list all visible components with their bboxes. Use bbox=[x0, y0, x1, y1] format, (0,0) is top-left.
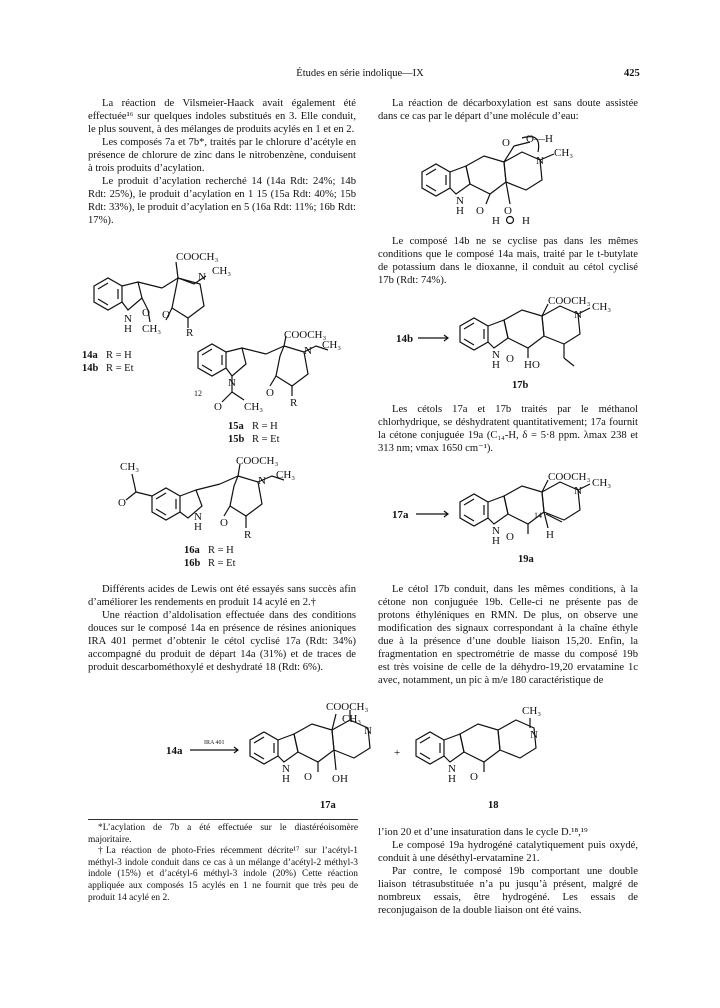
label-ch3: CH₃ bbox=[212, 265, 232, 277]
label-h: H bbox=[456, 205, 464, 217]
label-ch3: CH₃ bbox=[120, 461, 140, 473]
paragraph-lewis-acids: Différents acides de Lewis ont été essayés sans succès afin d’améliorer les rendements en produit 14 acylé en 2.† bbox=[88, 584, 356, 608]
compound-16a: 16a bbox=[184, 545, 200, 556]
paragraph-dehydration: Les cétols 17a et 17b traités par le méthanol chlorhydrique, se déshydratent quantitativement; 17a fournit la cétone conjuguée 19a (C₁₄-H, δ = 5·8 ppm. λmax 238 et 313 nm; νmax 1650 cm⁻¹). bbox=[378, 404, 638, 454]
left-column-intro bbox=[88, 97, 356, 227]
label-n: N bbox=[492, 349, 500, 361]
compound-15a: 15a bbox=[228, 421, 244, 432]
paragraph-hydrogenation: Le composé 19a hydrogéné catalytiquement puis oxydé, conduit à une déséthyl-ervatamine 21. bbox=[378, 840, 638, 864]
label-ch3: CH₃ bbox=[244, 401, 264, 413]
label-14b: 14b bbox=[396, 333, 414, 345]
compound-14a: 14a bbox=[82, 350, 98, 361]
footnote-asterisk: *L’acylation de 7b a été effectuée sur le diastéréoisomère majoritaire. bbox=[88, 823, 358, 845]
label-o: O bbox=[220, 517, 228, 529]
label-o: O bbox=[504, 205, 512, 217]
label-17a: 17a bbox=[392, 509, 409, 521]
paragraph-vilsmeier: La réaction de Vilsmeier-Haack avait également été effectuée¹⁶ sur quelques indoles substitués en 3. Elle conduit, le plus souvent, à des mélanges de produits acylés en 1 et en 2. bbox=[88, 98, 356, 135]
label-n: N bbox=[574, 309, 582, 321]
formula-r-et: R = Et bbox=[208, 558, 236, 569]
label-n: N bbox=[194, 511, 202, 523]
paragraph-acylation-yields: Le produit d’acylation recherché 14 (14a Rdt: 24%; 14b Rdt: 25%), le produit d’acylation en 1 15 (15a Rdt: 40%; 15b Rdt: 33%), le produit d’acylation en 5 (16a Rdt: 11%; 16b Rdt: 17%). bbox=[88, 176, 356, 226]
structure-15 bbox=[192, 328, 367, 448]
label-cooch3: COOCH₃ bbox=[548, 295, 591, 307]
label-n: N bbox=[282, 763, 290, 775]
structure-decarboxylation bbox=[418, 132, 618, 232]
label-cooch3: COOCH₃ bbox=[548, 471, 591, 483]
label-n: N bbox=[198, 271, 206, 283]
formula-r-h: R = H bbox=[106, 350, 132, 361]
label-cooch3: COOCH₃ bbox=[176, 251, 219, 263]
right-column-p2 bbox=[378, 235, 638, 287]
label-position-12: 12 bbox=[194, 389, 202, 398]
label-ch3: CH₃ bbox=[592, 477, 612, 489]
label-h: H bbox=[492, 215, 500, 227]
structure-16 bbox=[92, 450, 332, 568]
formula-r-et: R = Et bbox=[252, 434, 280, 445]
running-title: Études en série indolique—IX bbox=[296, 68, 424, 79]
paragraph-compounds-7: Les composés 7a et 7b*, traités par le chlorure d’acétyle en présence de chlorure de zinc dans le nitrobenzène, conduisent à trois produits d’acylation. bbox=[88, 137, 356, 174]
label-ch3: CH₃ bbox=[276, 469, 296, 481]
label-position-14: 14 bbox=[534, 511, 542, 520]
plus-sign: + bbox=[394, 747, 401, 759]
label-ho: HO bbox=[524, 359, 540, 371]
label-o: O bbox=[142, 307, 150, 319]
label-n: N bbox=[530, 729, 538, 741]
label-o: O bbox=[476, 205, 484, 217]
label-ch3: CH₃ bbox=[592, 301, 612, 313]
label-14a: 14a bbox=[166, 745, 183, 757]
label-h: H bbox=[546, 529, 554, 541]
label-o: O bbox=[470, 771, 478, 783]
right-column-p1 bbox=[378, 97, 638, 123]
formula-r-h: R = H bbox=[208, 545, 234, 556]
compound-19a: 19a bbox=[518, 554, 534, 565]
page-number: 425 bbox=[624, 68, 640, 79]
label-o: O bbox=[266, 387, 274, 399]
label-h: H bbox=[194, 521, 202, 533]
reagent-ira-401: IRA 401 bbox=[204, 740, 225, 746]
label-h-oplus: H bbox=[522, 215, 530, 227]
compound-17b: 17b bbox=[512, 380, 529, 391]
label-n: N bbox=[448, 763, 456, 775]
label-r: R bbox=[186, 327, 194, 339]
footnotes bbox=[88, 823, 358, 904]
right-column-p4 bbox=[378, 583, 638, 687]
label-n: N bbox=[228, 377, 236, 389]
label-r: R bbox=[290, 397, 298, 409]
label-o: O bbox=[162, 309, 170, 321]
label-n: N bbox=[492, 525, 500, 537]
compound-17a: 17a bbox=[320, 800, 336, 811]
label-ch3: CH₃ bbox=[142, 323, 162, 335]
label-n: N bbox=[456, 195, 464, 207]
paragraph-14b-cyclisation: Le composé 14b ne se cyclise pas dans les mêmes conditions que le composé 14a mais, traité par le t-butylate de potassium dans le dioxanne, il conduit au cétol cyclisé 17b (Rdt: 74%). bbox=[378, 236, 638, 286]
paragraph-19b: Par contre, le composé 19b comportant une double liaison tétrasubstituée n’a pu jusqu’à présent, malgré de nombreux essais, être hydrogéné. Les essais de reconjugaison de la double liaison ont été vains. bbox=[378, 866, 638, 916]
label-o: O bbox=[118, 497, 126, 509]
label-n: N bbox=[258, 475, 266, 487]
label-n: N bbox=[536, 155, 544, 167]
label-ch3: CH₃ bbox=[554, 147, 574, 159]
left-column-aldolisation bbox=[88, 583, 356, 674]
footnote-rule bbox=[88, 819, 358, 820]
paragraph-cetol-17b: Le cétol 17b conduit, dans les mêmes conditions, à la cétone non conjuguée 19b. Celle-ci ne présente pas de protons éthyléniques en RMN. De plus, on observe une modification des signaux correspondant à la chaîne éthyle due à la présence d’une double liaison 15,20. Enfin, la fragmentation en spectrométrie de masse du composé 19b est très voisine de celle de la déhydro-19,20 ervatamine 1c avec, notamment, un pic à m/e 180 caractéristique de bbox=[378, 584, 638, 686]
footnote-dagger: †La réaction de photo-Fries récemment décrite¹⁷ sur l’acétyl-1 méthyl-3 indole conduit dans ce cas à un mélange d’acétyl-2 méthyl-3 indole (15%) et d’acétyl-6 méthyl-3 indole (20%) Cette réaction appliquée aux composés 15 acylés en 1 ne fournit que très peu de produit 14 acylé en 2. bbox=[88, 846, 358, 903]
structure-17a-18-scheme bbox=[160, 700, 630, 815]
label-oh: OH bbox=[332, 773, 348, 785]
right-column-p3 bbox=[378, 403, 638, 455]
paragraph-decarboxylation: La réaction de décarboxylation est sans doute assistée dans ce cas par le départ d’une molécule d’eau: bbox=[378, 98, 638, 122]
structure-17b-reaction bbox=[378, 296, 638, 396]
label-ch3: CH₃ bbox=[322, 339, 342, 351]
label-o: O bbox=[506, 531, 514, 543]
label-n: N bbox=[124, 313, 132, 325]
label-o: O bbox=[214, 401, 222, 413]
compound-18: 18 bbox=[488, 800, 499, 811]
label-r: R bbox=[244, 529, 252, 541]
formula-r-h: R = H bbox=[252, 421, 278, 432]
structure-19a-reaction bbox=[378, 470, 638, 570]
label-ch3: CH₃ bbox=[522, 705, 542, 717]
label-o: O bbox=[506, 353, 514, 365]
label-o-h: O—H bbox=[526, 133, 553, 145]
compound-14b: 14b bbox=[82, 363, 99, 374]
label-n: N bbox=[304, 345, 312, 357]
label-h: H bbox=[492, 535, 500, 547]
label-h: H bbox=[282, 773, 290, 785]
paragraph-ion-20: l’ion 20 et d’une insaturation dans le cycle D.¹⁸,¹⁹ bbox=[378, 827, 588, 838]
label-ch3: CH₃ bbox=[342, 713, 362, 725]
compound-16b: 16b bbox=[184, 558, 201, 569]
label-cooch3: COOCH₃ bbox=[284, 329, 327, 341]
compound-15b: 15b bbox=[228, 434, 245, 445]
formula-r-et: R = Et bbox=[106, 363, 134, 374]
label-n: N bbox=[574, 485, 582, 497]
label-h: H bbox=[124, 323, 132, 335]
right-column-continuation bbox=[378, 826, 638, 917]
label-o: O bbox=[502, 137, 510, 149]
label-h: H bbox=[492, 359, 500, 371]
label-n: N bbox=[364, 725, 372, 737]
label-cooch3: COOCH₃ bbox=[236, 455, 279, 467]
label-cooch3: COOCH₃ bbox=[326, 701, 369, 713]
label-o: O bbox=[304, 771, 312, 783]
label-h: H bbox=[448, 773, 456, 785]
paragraph-aldolisation: Une réaction d’aldolisation effectuée dans des conditions douces sur le composé 14a en présence de résines anioniques IRA 401 permet d’obtenir le cétol cyclisé 17a (Rdt: 34%) accompagné du produit de départ 14a (31%) et de traces de produit descarbométhoxylé et deshydraté 18 (Rdt: 6%). bbox=[88, 610, 356, 673]
